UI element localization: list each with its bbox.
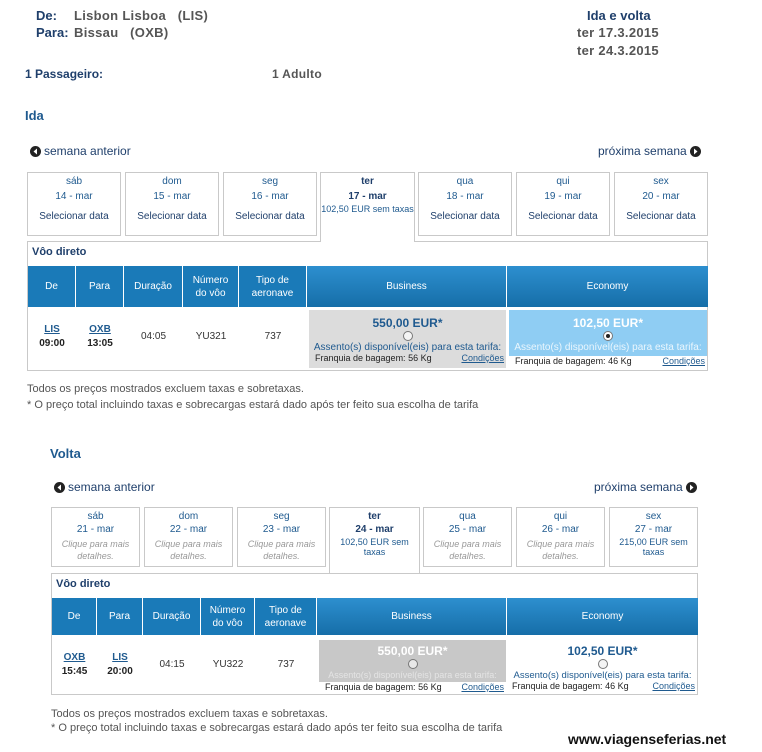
economy-conditions-link[interactable]: Condições [662, 356, 705, 366]
col-header-duration: Duração [124, 266, 183, 307]
col-header-flight-no: Número do vôo [201, 598, 255, 635]
from-label: De: [36, 8, 57, 23]
to-label: Para: [36, 25, 69, 40]
from-airport-code[interactable]: OXB [63, 651, 86, 663]
arrow-left-icon [30, 146, 41, 157]
business-price: 550,00 EUR* [372, 316, 443, 330]
col-header-economy: Economy [507, 266, 708, 307]
economy-fare-cell[interactable] [508, 640, 697, 694]
return-panel-title: Vôo direto [56, 578, 111, 590]
business-fare-cell[interactable] [319, 640, 506, 694]
passengers-value: 1 Adulto [272, 67, 322, 81]
flight-from [28, 312, 76, 360]
col-header-business: Business [307, 266, 507, 307]
economy-radio[interactable] [598, 659, 608, 669]
return-title: Volta [50, 446, 81, 461]
outbound-prev-week[interactable]: semana anterior [30, 144, 131, 158]
flight-number: YU321 [195, 330, 227, 342]
business-radio[interactable] [408, 659, 418, 669]
business-conditions-link[interactable]: Condições [461, 682, 504, 692]
to-airport-code[interactable]: LIS [112, 651, 128, 663]
flight-from [52, 640, 97, 688]
return-day-seg[interactable]: seg 23 - mar Clique para mais detalhes. [237, 507, 326, 567]
outbound-title: Ida [25, 108, 44, 123]
business-seats: Assento(s) disponível(eis) para esta tarifa: [313, 342, 502, 353]
col-header-from: De [52, 598, 97, 635]
return-day-dom[interactable]: dom 22 - mar Clique para mais detalhes. [144, 507, 233, 567]
return-prev-week[interactable]: semana anterior [54, 480, 155, 494]
outbound-flight-panel [27, 241, 708, 371]
return-next-week[interactable]: próxima semana [594, 480, 697, 494]
economy-seats: Assento(s) disponível(eis) para esta tarifa: [514, 342, 702, 353]
return-day-sab[interactable]: sáb 21 - mar Clique para mais detalhes. [51, 507, 140, 567]
business-seats: Assento(s) disponível(eis) para esta tarifa: [328, 670, 497, 680]
economy-seats: Assento(s) disponível(eis) para esta tarifa: [513, 670, 692, 681]
flight-duration: 04:15 [159, 658, 185, 670]
col-header-duration: Duração [143, 598, 201, 635]
departure-time: 09:00 [39, 337, 65, 349]
passengers-label: 1 Passageiro: [25, 67, 104, 81]
business-radio[interactable] [403, 331, 413, 341]
arrival-time: 13:05 [87, 337, 113, 349]
return-flight-panel [51, 573, 698, 695]
outbound-day-seg[interactable]: seg 16 - mar Selecionar data [223, 172, 317, 236]
business-baggage: Franquia de bagagem: 56 Kg [325, 682, 442, 692]
economy-price: 102,50 EUR* [567, 644, 638, 658]
outbound-note-2: * O preço total incluindo taxas e sobrecargas estará dado após ter feito sua escolha de tarifa [27, 399, 479, 411]
arrow-left-icon [54, 482, 65, 493]
business-fare-cell[interactable] [309, 310, 506, 368]
col-header-aircraft: Tipo de aeronave [239, 266, 307, 307]
outbound-day-dom[interactable]: dom 15 - mar Selecionar data [125, 172, 219, 236]
outbound-next-week[interactable]: próxima semana [598, 144, 701, 158]
business-baggage: Franquia de bagagem: 56 Kg [315, 353, 432, 363]
departure-time: 15:45 [61, 665, 88, 677]
arrival-time: 20:00 [107, 665, 133, 677]
economy-radio-selected[interactable] [603, 331, 613, 341]
date-back: ter 24.3.2015 [577, 43, 659, 58]
outbound-day-qua[interactable]: qua 18 - mar Selecionar data [418, 172, 512, 236]
flight-to [76, 312, 124, 360]
watermark: www.viagenseferias.net [568, 731, 727, 747]
flight-duration: 04:05 [140, 330, 167, 342]
col-header-from: De [28, 266, 76, 307]
arrow-right-icon [690, 146, 701, 157]
return-day-ter-selected[interactable]: ter 24 - mar 102,50 EUR sem taxas [329, 507, 420, 573]
col-header-flight-no: Número do vôo [183, 266, 239, 307]
col-header-business: Business [317, 598, 507, 635]
return-day-qua[interactable]: qua 25 - mar Clique para mais detalhes. [423, 507, 512, 567]
return-day-sex[interactable]: sex 27 - mar 215,00 EUR sem taxas [609, 507, 698, 567]
to-airport-code[interactable]: OXB [89, 323, 111, 335]
flight-to [97, 640, 143, 688]
economy-baggage: Franquia de bagagem: 46 Kg [515, 356, 632, 366]
arrow-right-icon [686, 482, 697, 493]
col-header-to: Para [76, 266, 124, 307]
outbound-day-sab[interactable]: sáb 14 - mar Selecionar data [27, 172, 121, 236]
return-note-2: * O preço total incluindo taxas e sobrecargas estará dado após ter feito sua escolha de tarifa [51, 722, 503, 734]
return-note-1: Todos os preços mostrados excluem taxas e sobretaxas. [51, 708, 328, 720]
outbound-panel-title: Vôo direto [32, 246, 87, 258]
outbound-day-sex[interactable]: sex 20 - mar Selecionar data [614, 172, 708, 236]
business-conditions-link[interactable]: Condições [461, 353, 504, 363]
outbound-day-qui[interactable]: qui 19 - mar Selecionar data [516, 172, 610, 236]
date-out: ter 17.3.2015 [577, 25, 659, 40]
economy-conditions-link[interactable]: Condições [652, 681, 695, 691]
economy-fare-cell[interactable] [509, 310, 707, 368]
col-header-to: Para [97, 598, 143, 635]
from-airport-code[interactable]: LIS [44, 323, 60, 335]
from-value: Lisbon Lisboa (LIS) [74, 8, 209, 23]
business-price: 550,00 EUR* [377, 644, 448, 658]
aircraft-type: 737 [277, 658, 295, 670]
flight-number: YU322 [212, 658, 244, 670]
trip-type: Ida e volta [587, 8, 651, 23]
col-header-economy: Economy [507, 598, 698, 635]
to-value: Bissau (OXB) [74, 25, 169, 40]
outbound-day-ter-selected[interactable]: ter 17 - mar 102,50 EUR sem taxas [320, 172, 415, 242]
outbound-note-1: Todos os preços mostrados excluem taxas e sobretaxas. [27, 383, 304, 395]
economy-baggage: Franquia de bagagem: 46 Kg [512, 681, 629, 691]
return-day-qui[interactable]: qui 26 - mar Clique para mais detalhes. [516, 507, 605, 567]
col-header-aircraft: Tipo de aeronave [255, 598, 317, 635]
aircraft-type: 737 [264, 330, 282, 342]
economy-price: 102,50 EUR* [572, 316, 644, 330]
